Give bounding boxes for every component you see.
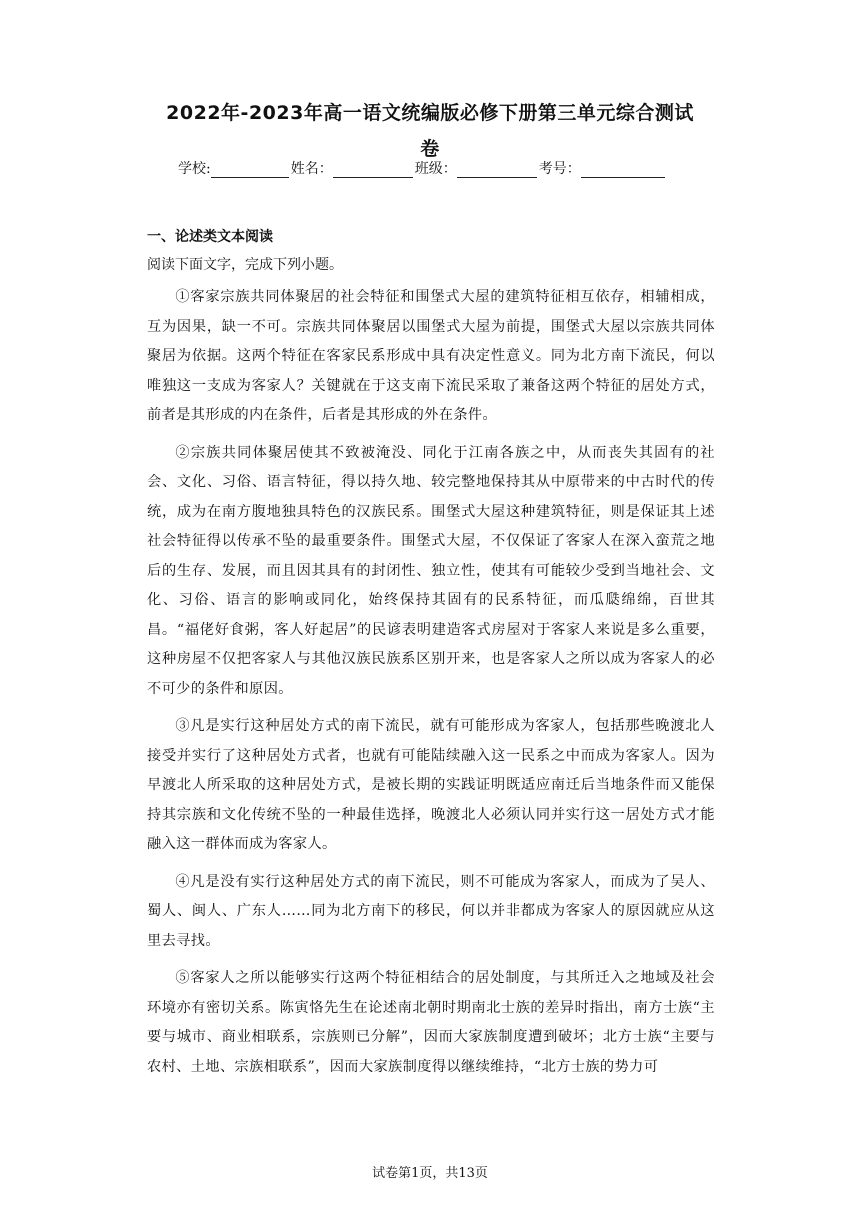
name-blank[interactable] bbox=[333, 161, 413, 178]
section-instruction: 阅读下面文字，完成下列小题。 bbox=[147, 257, 343, 273]
passage-paragraph: ⑤客家人之所以能够实行这两个特征相结合的居处制度，与其所迁入之地域及社会环境亦有密切关系。陈寅恪先生在论述南北朝时期南北士族的差异时指出，南方士族“主要与城市、商业相联系，宗族则已分解”，因而大家族制度遭到破坏；北方士族“主要与农村、土地、宗族相联系”，因而大家族制度得以继续维持，“北方士族的势力可 bbox=[147, 970, 715, 1075]
student-info-line bbox=[178, 158, 667, 178]
passage-paragraph: ④凡是没有实行这种居处方式的南下流民，则不可能成为客家人，而成为了吴人、蜀人、闽人、广东人……同为北方南下的移民，何以并非都成为客家人的原因就应从这里去寻找。 bbox=[147, 873, 715, 949]
page-footer: 试卷第1页，共13页 bbox=[372, 1166, 488, 1181]
exam-title-line2: 卷 bbox=[420, 138, 440, 160]
passage-paragraph: ①客家宗族共同体聚居的社会特征和围堡式大屋的建筑特征相互依存，相辅相成，互为因果，缺一不可。宗族共同体聚居以围堡式大屋为前提，围堡式大屋以宗族共同体聚居为依据。这两个特征在客家民系形成中具有决定性意义。同为北方南下流民，何以唯独这一支成为客家人？关键就在于这支南下流民采取了兼备这两个特征的居处方式，前者是其形成的内在条件，后者是其形成的外在条件。 bbox=[147, 289, 715, 423]
passage-paragraph: ②宗族共同体聚居使其不致被淹没、同化于江南各族之中，从而丧失其固有的社会、文化、习俗、语言特征，得以持久地、较完整地保持其从中原带来的中古时代的传统，成为在南方腹地独具特色的汉族民系。围堡式大屋这种建筑特征，则是保证其上述社会特征得以传承不坠的最重要条件。围堡式大屋，不仅保证了客家人在深入蛮荒之地后的生存、发展，而且因其具有的封闭性、独立性，使其有可能较少受到当地社会、文化、习俗、语言的影响或同化，始终保持其固有的民系特征，而瓜瓞绵绵，百世其昌。“福佬好食粥，客人好起居”的民谚表明建造客式房屋对于客家人来说是多么重要，这种房屋不仅把客家人与其他汉族民族系区别开来，也是客家人之所以成为客家人的必不可少的条件和原因。 bbox=[147, 444, 715, 697]
school-field bbox=[178, 158, 291, 178]
exam-no-label: 考号： bbox=[538, 161, 581, 177]
exam-no-blank[interactable] bbox=[581, 161, 665, 178]
reading-passage bbox=[147, 283, 715, 1090]
exam-no-field bbox=[539, 158, 667, 178]
exam-title-line1: 2022年-2023年高一语文统编版必修下册第三单元综合测试 bbox=[166, 102, 694, 124]
class-field bbox=[415, 158, 539, 178]
school-blank[interactable] bbox=[211, 161, 289, 178]
passage-paragraph: ③凡是实行这种居处方式的南下流民，就有可能形成为客家人，包括那些晚渡北人接受并实行了这种居处方式者，也就有可能陆续融入这一民系之中而成为客家人。因为早渡北人所采取的这种居处方式，是被长期的实践证明既适应南迁后当地条件而又能保持其宗族和文化传统不坠的一种最佳选择，晚渡北人必须认同并实行这一居处方式才能融入这一群体而成为客家人。 bbox=[147, 718, 715, 852]
school-label: 学校: bbox=[178, 161, 211, 177]
class-label: 班级： bbox=[414, 161, 457, 177]
exam-title bbox=[130, 96, 730, 166]
section-heading: 一、论述类文本阅读 bbox=[147, 229, 273, 245]
name-label: 姓名： bbox=[290, 161, 333, 177]
class-blank[interactable] bbox=[457, 161, 537, 178]
name-field bbox=[291, 158, 415, 178]
